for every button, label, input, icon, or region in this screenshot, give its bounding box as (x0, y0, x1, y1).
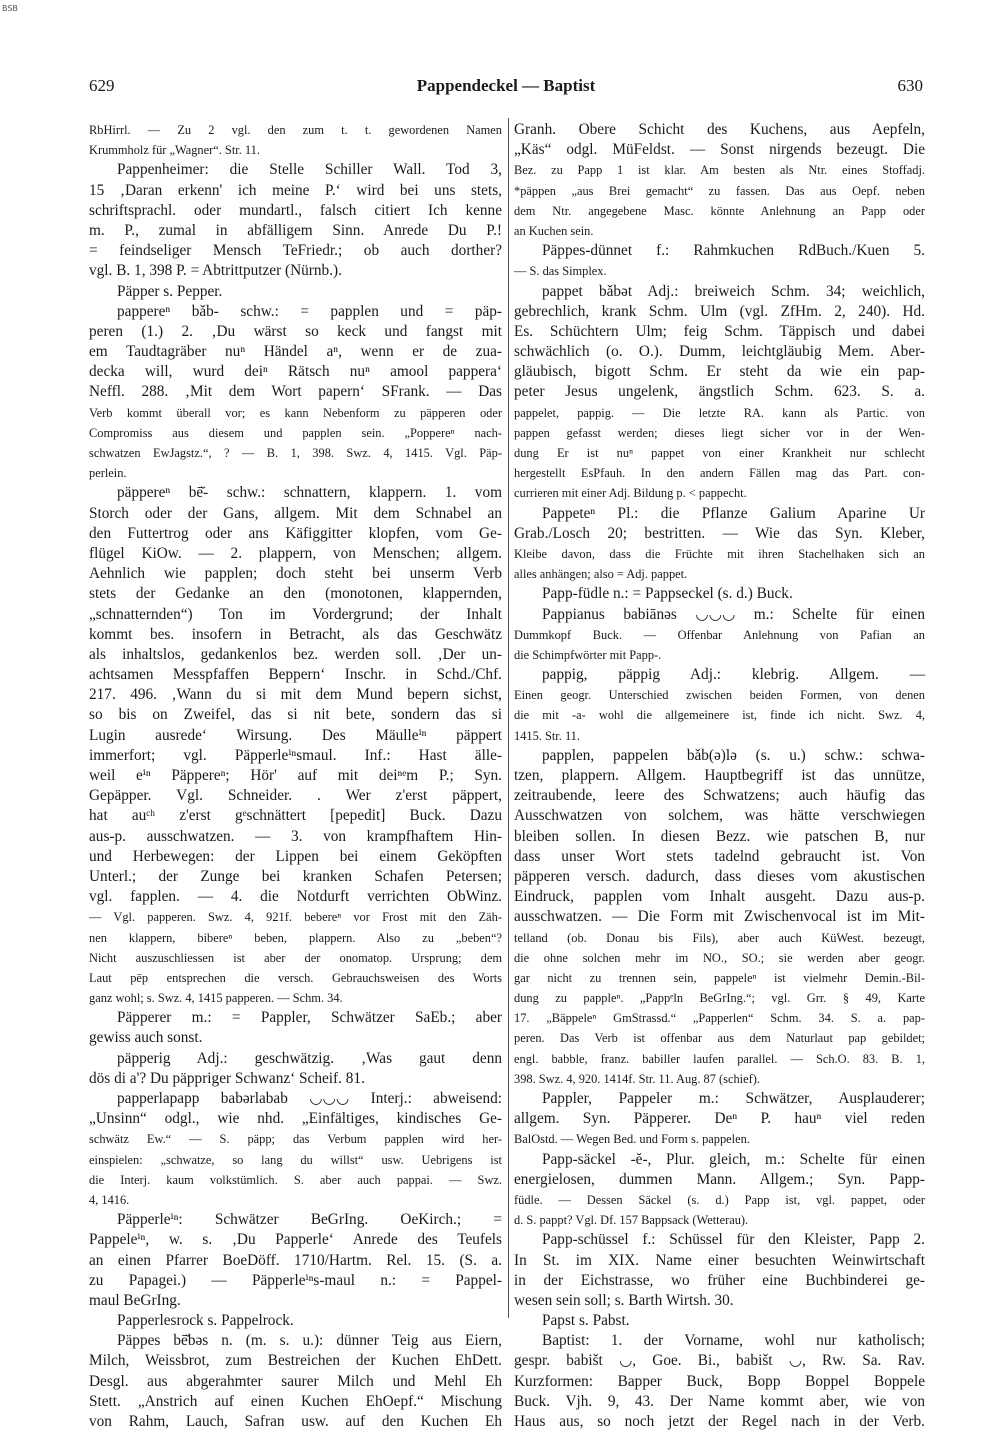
text-line: decka will, wurd deiⁿ Rätsch nuⁿ amool pappera‘ (89, 363, 502, 381)
text-line: pappelet, pappig. — Die letzte RA. kann als Partic. von (514, 405, 925, 420)
text-line: hat auᶜʰ z'erst gᵉschnättert [pepedit] Buck. Dazu (89, 807, 502, 825)
text-line: Pappeteⁿ Pl.: die Pflanze Galium Aparine Ur (542, 504, 925, 522)
text-line: Papperlesrock s. Pappelrock. (117, 1312, 294, 1330)
text-line: ganz wohl; s. Swz. 4, 1415 papperen. — Schm. 34. (89, 991, 343, 1006)
text-line: Es. Schüchtern Ulm; feig Schm. Täppisch und dabei (514, 322, 925, 340)
text-line: Krummholz für „Wagner“. Str. 11. (89, 143, 260, 158)
text-line: päpperen versch. dadurch, dass dieses vom akustischen (514, 867, 925, 885)
text-line: allgem. Syn. Päpperer. Deⁿ P. hauⁿ viel reden (514, 1110, 925, 1128)
text-line: papplen, pappelen bǎb(ə)lə (s. u.) schw.: schwa- (542, 746, 925, 764)
text-line: Dummkopf Buck. — Offenbar Anlehnung von Pafian an (514, 627, 925, 642)
text-line: zu Papagei.) — Päpperleⁱⁿs-maul n.: = Pappel- (89, 1271, 502, 1289)
text-line: Buck. Vjh. 9, 43. Der Name kommt aber, wie von (514, 1392, 925, 1410)
text-line: telland (ob. Donau bis Fils), aber auch KüWest. bezeugt, (514, 930, 925, 945)
text-line: Milch, Weissbrot, zum Bestreichen der Kuchen EhDett. (89, 1352, 502, 1370)
text-line: Einen geogr. Unterschied zwischen beiden Formen, von denen (514, 688, 925, 703)
text-line: und Herbewegen: der Lippen bei einem Geköpften (89, 847, 502, 865)
text-line: weil eⁱⁿ Päppereⁿ; Hör' auf mit deiⁿᵉm P.; Syn. (89, 767, 502, 784)
text-line: Neffl. 288. ‚Mit dem Wort papern‘ SFrank. — Das (89, 383, 502, 401)
text-line: wesen sein soll; s. Barth Wirtsh. 30. (514, 1291, 734, 1309)
column-divider (508, 118, 509, 1318)
text-line: schwätz Ew.“ — S. päpp; das Verbum papplen wird her- (89, 1132, 502, 1147)
text-line: Papp-füdle n.: = Pappseckel (s. d.) Buck. (542, 585, 793, 603)
text-line: peren. Das Verb ist offenbar aus dem Naturlaut pap gebildet; (514, 1031, 925, 1046)
text-line: dem Ntr. angegebene Masc. könnte Anlehnung an Papp oder (514, 203, 925, 218)
text-line: Papp-schüssel f.: Schüssel für den Kleister, Papp 2. (542, 1231, 925, 1249)
text-line: päppereⁿ bē̆- schw.: schnattern, klappern. 1. vom (117, 484, 502, 502)
running-title: Pappendeckel — Baptist (416, 76, 596, 95)
text-line: gewiss auch sonst. (89, 1029, 203, 1047)
text-line: Lugin ausrede‘ Wirsung. Des Mäulleⁱⁿ päppert (89, 726, 502, 744)
text-line: Desgl. aus abgerahmter saurer Milch und Mehl Eh (89, 1372, 502, 1390)
text-line: Papp-säckel -ĕ-, Plur. gleich, m.: Schelte für einen (542, 1150, 925, 1168)
text-line: Granh. Obere Schicht des Kuchens, aus Aepfeln, (514, 121, 925, 138)
text-line: gläubisch, bigott Schm. Er steht da wie ein pap- (514, 363, 925, 381)
text-line: *päppen „aus Brei gemacht“ zu fassen. Das aus Oepf. neben (514, 183, 925, 198)
text-line: d. S. pappt? Vgl. Df. 157 Bappsack (Wetterau). (514, 1213, 749, 1228)
text-line: bleiben sollen. In diesen Bezz. wie patschen B, nur (514, 827, 925, 845)
text-line: dös di a'? Du päppriger Schwanz‘ Scheif. 81. (89, 1069, 365, 1087)
text-line: Eindruck, papplen vom Inhalt ausgeht. Dazu aus-p. (514, 888, 925, 906)
page-number-right: 630 (897, 76, 923, 95)
text-line: Kurzformen: Bapper Buck, Bopp Boppel Boppele (514, 1372, 925, 1390)
text-line: tzen, plappern. Allgem. Hauptbegriff ist das unnütze, (514, 767, 925, 784)
page-header (89, 76, 923, 100)
text-line: Laut pēp entsprechen die versch. Gebrauchsweisen des Worts (89, 970, 502, 985)
text-line: die mit -a- wohl die allgemeinere ist, finde ich nicht. Swz. 4, (514, 708, 925, 723)
text-line: pappen gefasst werden; dieses liegt sicher vor in der Wen- (514, 425, 925, 440)
text-line: Verb kommt überall vor; es kann Nebenform zu päpperen oder (89, 405, 502, 420)
text-line: 1415. Str. 11. (514, 728, 580, 743)
text-line: ausschwatzen. — Die Form mit Zwischenvocal ist im Mit- (514, 908, 925, 926)
right-column (514, 120, 925, 1430)
text-line: aus-p. ausschwatzen. — 3. von krampfhaftem Hin- (89, 827, 502, 845)
text-line: „Unsinn“ odgl., wie nhd. „Einfältiges, kindisches Ge- (89, 1110, 502, 1128)
text-line: = feindseliger Mensch TeFriedr.; ob auch dorther? (89, 242, 502, 260)
text-line: Pappler, Pappeler m.: Schwätzer, Ausplauderer; (542, 1090, 925, 1107)
text-line: als inhaltslos, gedankenlos bez. werden soll. ‚Der un- (89, 645, 502, 663)
text-line: 15 ‚Daran erkenn' ich meine P.‘ wird bei uns stets, (89, 181, 502, 199)
left-column (89, 120, 502, 1430)
text-line: päpperig Adj.: geschwätzig. ‚Was gaut denn (117, 1049, 502, 1067)
text-line: Pappenheimer: die Stelle Schiller Wall. Tod 3, (117, 161, 502, 179)
text-line: Aehnlich wie papplen; doch steht bei unserm Verb (89, 565, 502, 583)
text-line: den Futtertrog oder ans Käfiggitter klopfen, vom Ge- (89, 524, 502, 542)
text-line: BalOstd. — Wegen Bed. und Form s. pappelen. (514, 1132, 750, 1147)
text-line: alles anhängen; also = Adj. pappet. (514, 567, 688, 582)
text-line: die Schimpfwörter mit Papp-. (514, 647, 662, 662)
text-line: perlein. (89, 466, 127, 481)
text-line: energielosen, dummen Mann. Allgem.; Syn. Papp- (514, 1170, 925, 1188)
text-line: Bez. zu Papp 1 ist klar. Am besten als Ntr. eines Stoffadj. (514, 163, 925, 178)
text-line: currieren mit einer Adj. Bildung p. < pappecht. (514, 486, 747, 501)
text-line: schwächlich (o. O.). Dumm, leichtgläubig Mem. Aber- (514, 343, 925, 361)
text-line: schwatzen EwJagstz.“, ? — B. 1, 398. Swz. 4, 1415. Vgl. Päp- (89, 446, 502, 460)
text-line: nen klappern, bibereⁿ beben, plappern. Also zu „beben“? (89, 930, 502, 945)
text-line: Stett. „Anstrich auf einen Kuchen EhOepf.“ Mischung (89, 1392, 502, 1410)
text-line: kommt bes. insofern in Betracht, als das Geschwätz (89, 625, 502, 643)
text-line: so bis on Zweifel, das si nit bete, sondern das si (89, 706, 502, 724)
text-line: Gepäpper. Vgl. Schneider. . Wer z'erst päppert, (89, 787, 502, 805)
text-line: Unterl.; der Zunge bei kranken Schafen Petersen; (89, 867, 502, 885)
text-line: 398. Swz. 4, 920. 1414f. Str. 11. Aug. 87 (schief). (514, 1071, 760, 1086)
text-line: dung Er ist nuⁿ pappet von einer Krankheit nur schlecht (514, 446, 925, 460)
text-line: m. P., zumal in abfälligem Sinn. Anrede Du P.! (89, 221, 502, 239)
text-line: vgl. fapplen. — 4. die Notdurft verrichten ObWinz. (89, 888, 502, 906)
text-line: RbHirrl. — Zu 2 vgl. den zum t. t. gewordenen Namen (89, 123, 502, 137)
text-line: pappereⁿ bǎb- schw.: = papplen und = päp- (117, 302, 502, 320)
text-line: Päpperer m.: = Pappler, Schwätzer SaEb.; aber (117, 1009, 502, 1027)
text-line: vgl. B. 1, 398 P. = Abtrittputzer (Nürnb.). (89, 262, 342, 280)
text-line: Storch oder der Gans, allgem. Mit dem Schnabel an (89, 504, 502, 522)
text-line: immerfort; vgl. Päpperleⁱⁿsmaul. Inf.: Hast älle- (89, 746, 502, 764)
text-line: Päppes-dünnet f.: Rahmkuchen RdBuch./Kuen 5. (542, 242, 925, 260)
text-line: In St. im XIX. Name einer besuchten Weinwirtschaft (514, 1251, 925, 1269)
text-line: schriftsprachl. oder mundartl., falsch citiert Ich kenne (89, 201, 502, 219)
text-line: Haus aus, so noch jetzt der Regel nach in der Verb. (514, 1413, 925, 1430)
text-line: 4, 1416. (89, 1192, 130, 1207)
library-stamp: BSB (2, 4, 18, 13)
text-line: gar nicht zu trennen sein, pappeleⁿ ist vielmehr Demin.-Bil- (514, 970, 925, 985)
text-line: Pappianus babiānəs ◡◡◡ m.: Schelte für einen (542, 605, 925, 623)
text-line: dass unser Wort stets tadelnd gebraucht ist. Von (514, 847, 925, 865)
text-line: von Rahm, Lauch, Safran usw. auf den Kuchen Eh (89, 1413, 502, 1430)
text-line: an einen Pfarrer BoeDöff. 1710/Hartm. Rel. 15. (S. a. (89, 1251, 502, 1269)
text-line: Päppes bē̆bəs n. (m. s. u.): dünner Teig aus Eiern, (117, 1332, 502, 1350)
text-line: die Interj. kaum volkstümlich. S. aber auch pappai. — Swz. (89, 1172, 502, 1187)
text-line: — Vgl. papperen. Swz. 4, 921f. bebereⁿ vor Frost mit den Zäh- (89, 910, 502, 925)
text-line: pappig, päppig Adj.: klebrig. Allgem. — (542, 666, 925, 684)
text-line: füdle. — Dessen Säckel (s. d.) Papp ist, vgl. pappet, oder (514, 1192, 925, 1207)
text-line: dung zu pappleⁿ. „Pappᵉln BeGrIng.“; vgl. Grr. § 49, Karte (514, 991, 925, 1006)
text-line: papperlapapp babərlabab ◡◡◡ Interj.: abweisend: (117, 1090, 502, 1107)
text-line: pappet bǎbət Adj.: breiweich Schm. 34; weichlich, (542, 282, 925, 300)
text-line: achtsamen Messpfaffen Beppern‘ Inschr. in Schd./Chf. (89, 666, 502, 684)
text-line: Kleibe davon, dass die Früchte mit ihren Stachelhaken sich an (514, 546, 925, 561)
text-line: engl. babble, franz. babiller laufen parallel. — Sch.O. 83. B. 1, (514, 1051, 925, 1066)
text-line: stets der Gedanke an den (monotonen, klappernden, (89, 585, 502, 603)
page-number-left: 629 (89, 76, 115, 95)
text-line: Päpper s. Pepper. (117, 282, 223, 300)
text-line: Nicht auszuschliessen ist aber der onomatop. Ursprung; dem (89, 950, 502, 965)
text-line: 17. „Bäppeleⁿ GmStrassd.“ „Papperlen“ Schm. 34. S. a. pap- (514, 1011, 925, 1026)
text-line: Compromiss aus diesem und papplen sein. „Poppereⁿ nach- (89, 425, 502, 440)
text-line: „Käs“ odgl. MüFeldst. — Sonst nirgends bezeugt. Die (514, 141, 925, 159)
text-line: — S. das Simplex. (514, 264, 607, 279)
text-line: gebrechlich, krank Schm. Ulm (vgl. ZfHm. 2, 240). Hd. (514, 302, 925, 320)
text-line: an Kuchen sein. (514, 223, 594, 238)
text-line: gespr. babišt ◡, Goe. Bi., babišt ◡, Rw. Sa. Rav. (514, 1352, 925, 1370)
text-line: Papst s. Pabst. (542, 1312, 630, 1330)
text-line: Pappeleⁱⁿ, w. s. ‚Du Papperle‘ Anrede des Teufels (89, 1231, 502, 1249)
text-line: einspielen: „schwatze, so lang du willst“ usw. Uebrigens ist (89, 1152, 502, 1167)
text-line: in der Eichstrasse, wo früher eine Buchbinderei ge- (514, 1271, 925, 1289)
text-line: hergestellt EsPfauh. In den andern Fällen mag das Part. con- (514, 466, 925, 481)
text-line: Ausschwatzen von solchem, was hätte verschwiegen (514, 807, 925, 825)
text-line: peren (1.) 2. ‚Du wärst so keck und fangst mit (89, 322, 502, 340)
text-line: Grab./Losch 20; bestritten. — Wie das Syn. Kleber, (514, 524, 925, 542)
text-line: zeitraubende, leere des Schwatzens; auch häufig das (514, 787, 925, 805)
text-line: 217. 496. ‚Wann du si mit dem Mund bepern sichst, (89, 686, 502, 704)
text-line: flügel KiOw. — 2. plappern, von Menschen; allgem. (89, 544, 502, 562)
text-line: Päpperleⁱⁿ: Schwätzer BeGrIng. OeKirch.; = (117, 1211, 502, 1229)
text-line: maul BeGrIng. (89, 1291, 181, 1309)
text-line: die ohne solchen mehr im NO., SO.; sie werden aber geogr. (514, 950, 925, 965)
text-line: em Taudtagräber nuⁿ Händel aⁿ, wenn er de zua- (89, 343, 502, 361)
text-line: peter Jesus ungelenk, ängstlich Schm. 623. S. a. (514, 383, 925, 401)
text-line: Baptist: 1. der Vorname, wohl nur katholisch; (542, 1332, 925, 1350)
text-line: „schnatternden“) Ton im Vordergrund; der Inhalt (89, 605, 502, 623)
